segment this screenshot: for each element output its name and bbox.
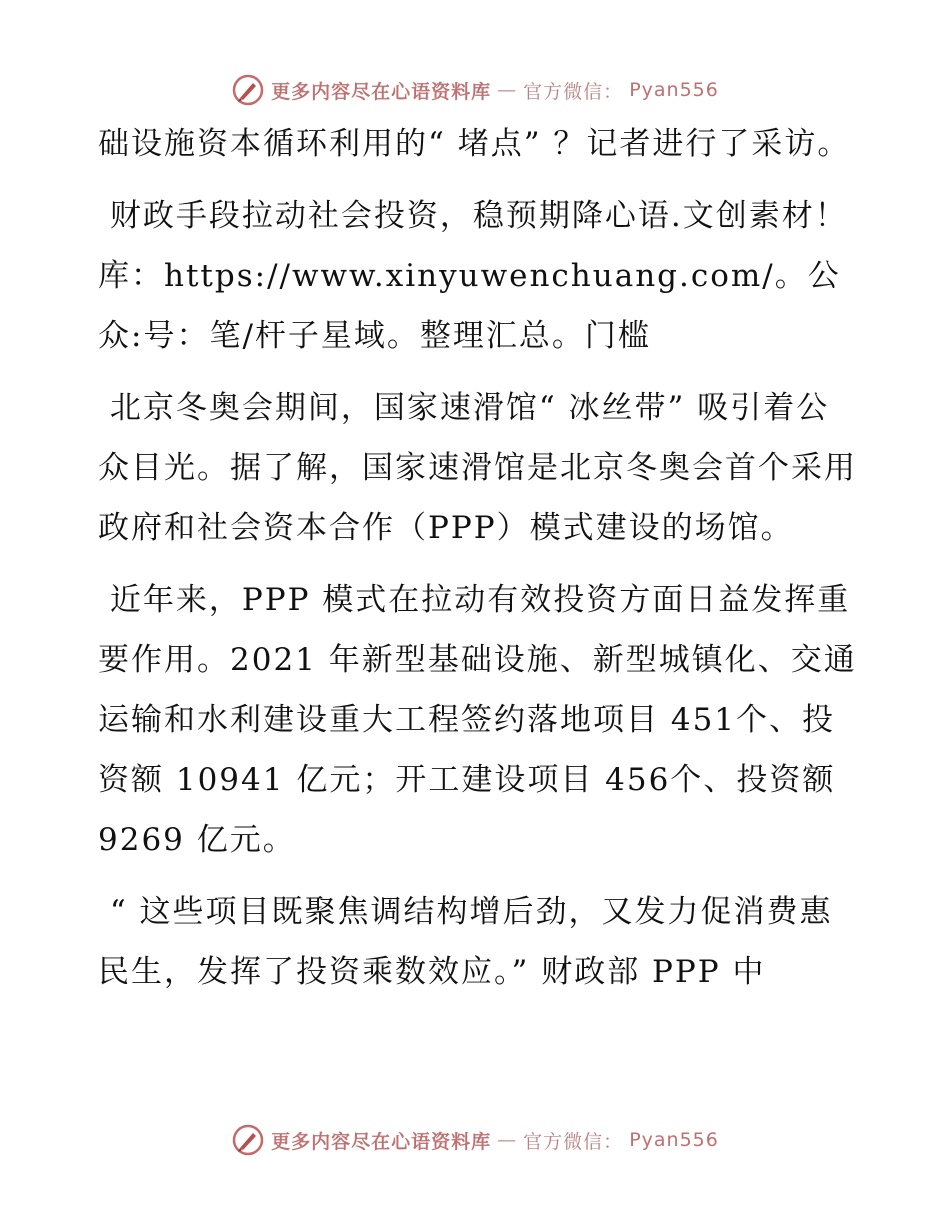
watermark-official-label: 官方微信： bbox=[523, 1130, 624, 1153]
watermark-account: Pyan556 bbox=[629, 79, 719, 101]
paragraph-1: 础设施资本循环利用的“ 堵点” ？记者进行了采访。 bbox=[98, 126, 851, 162]
watermark-official-label: 官方微信： bbox=[523, 80, 624, 103]
watermark-brand: 更多内容尽在心语资料库 bbox=[271, 80, 492, 103]
paragraph-3: 北京冬奥会期间，国家速滑馆“ 冰丝带” 吸引着公众目光。据了解，国家速滑馆是北京冬奥会首个采用政府和社会资本合作（PPP）模式建设的场馆。 bbox=[98, 390, 857, 546]
watermark-dash: — bbox=[497, 1129, 518, 1151]
watermark-dash: — bbox=[497, 79, 518, 101]
header-watermark bbox=[0, 68, 950, 112]
footer-watermark bbox=[0, 1118, 950, 1162]
paragraph-4: 近年来，PPP 模式在拉动有效投资方面日益发挥重要作用。2021 年新型基础设施、新型城镇化、交通运输和水利建设重大工程签约落地项目 451个、投资额 10941 亿元；开工建设项目 456个、投资额 9269 亿元。 bbox=[98, 582, 857, 858]
watermark-brand: 更多内容尽在心语资料库 bbox=[271, 1130, 492, 1153]
paragraph-2: 财政手段拉动社会投资，稳预期降心语.文创素材！库：https://www.xinyuwenchuang.com/。公众:号：笔/杆子星域。整理汇总。门槛 bbox=[98, 198, 848, 354]
paragraph-5: “ 这些项目既聚焦调结构增后劲，又发力促消费惠民生，发挥了投资乘数效应。” 财政部 PPP 中 bbox=[98, 894, 833, 990]
quill-pen-icon bbox=[231, 73, 265, 107]
quill-pen-icon bbox=[231, 1123, 265, 1157]
document-body bbox=[98, 114, 858, 1014]
watermark-account: Pyan556 bbox=[629, 1129, 719, 1151]
